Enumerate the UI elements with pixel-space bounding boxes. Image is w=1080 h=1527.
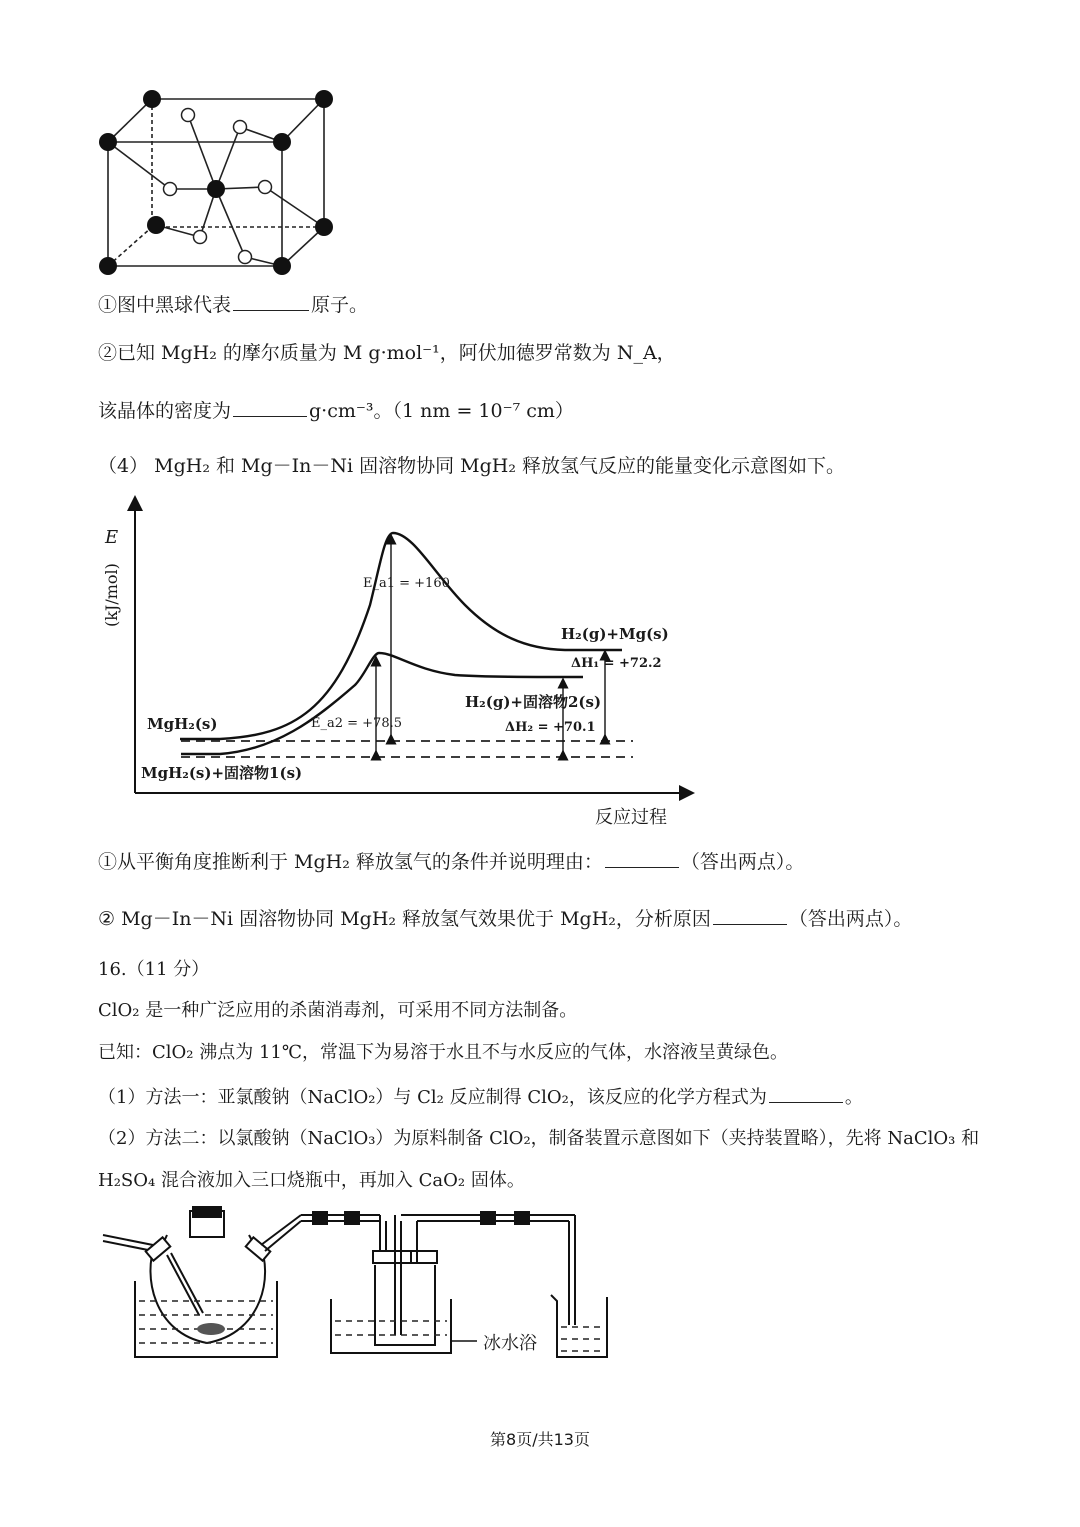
- q3-item2-line2: [98, 398, 574, 423]
- ice-bath-label: 冰水浴: [483, 1333, 537, 1354]
- q3-item1-pre: ①图中黑球代表: [98, 294, 232, 316]
- q4-sub1: [98, 849, 804, 874]
- q16-line3-pre: （1）方法一：亚氯酸钠（NaClO₂）与 Cl₂ 反应制得 ClO₂，该反应的化学方程式为: [98, 1087, 767, 1108]
- q16-line3-post: 。: [844, 1087, 863, 1108]
- answer-blank-5[interactable]: [769, 1084, 843, 1103]
- answer-blank-3[interactable]: [605, 849, 679, 868]
- q16-line4: （2）方法二：以氯酸钠（NaClO₃）为原料制备 ClO₂，制备装置示意图如下（夹持装置略），先将 NaClO₃ 和: [98, 1128, 980, 1149]
- q16-line2: 已知：ClO₂ 沸点为 11℃，常温下为易溶于水且不与水反应的气体，水溶液呈黄绿色。: [98, 1042, 788, 1063]
- q16-heading: 16.（11 分）: [98, 959, 210, 980]
- label-mgh2-solid: MgH₂(s)+固溶物1(s): [141, 764, 303, 782]
- q3-item2-line2-pre: 该晶体的密度为: [98, 400, 232, 422]
- apparatus-figure: [95, 1205, 625, 1375]
- label-mgh2: MgH₂(s): [147, 715, 218, 733]
- answer-blank-2[interactable]: [233, 398, 307, 417]
- y-axis-unit: (kJ/mol): [102, 563, 121, 627]
- label-products1: H₂(g)+Mg(s): [561, 625, 669, 643]
- energy-diagram: [95, 495, 705, 835]
- q4-intro: （4） MgH₂ 和 Mg－In－Ni 固溶物协同 MgH₂ 释放氢气反应的能量变化示意图如下。: [98, 455, 845, 477]
- answer-blank-4[interactable]: [713, 906, 787, 925]
- q3-item2-line2-post: g·cm⁻³。（1 nm = 10⁻⁷ cm）: [309, 400, 574, 422]
- answer-blank-1[interactable]: [233, 292, 309, 311]
- q4-sub2-pre: ② Mg－In－Ni 固溶物协同 MgH₂ 释放氢气效果优于 MgH₂，分析原因: [98, 908, 711, 930]
- q4-sub1-pre: ①从平衡角度推断利于 MgH₂ 释放氢气的条件并说明理由：: [98, 851, 603, 873]
- q4-sub2-post: （答出两点）。: [788, 908, 913, 930]
- dh1-label: ΔH₁ = +72.2: [571, 656, 662, 671]
- crystal-structure-figure: [90, 85, 350, 285]
- q3-item1: [98, 292, 368, 317]
- label-products2: H₂(g)+固溶物2(s): [465, 693, 602, 711]
- q16-line3: [98, 1084, 863, 1110]
- q3-item1-post: 原子。: [311, 294, 369, 316]
- page-number: 第8页/共13页: [490, 1430, 590, 1449]
- q3-item2-line1: ②已知 MgH₂ 的摩尔质量为 M g·mol⁻¹，阿伏加德罗常数为 N_A，: [98, 342, 676, 364]
- ea1-label: E_a1 = +160: [363, 576, 450, 591]
- q4-sub2: [98, 906, 912, 931]
- q4-sub1-post: （答出两点）。: [680, 851, 805, 873]
- dh2-label: ΔH₂ = +70.1: [505, 720, 596, 735]
- x-axis-label: 反应过程: [595, 807, 667, 828]
- y-axis-symbol: E: [105, 527, 119, 548]
- q16-line5: H₂SO₄ 混合液加入三口烧瓶中，再加入 CaO₂ 固体。: [98, 1170, 525, 1191]
- q16-line1: ClO₂ 是一种广泛应用的杀菌消毒剂，可采用不同方法制备。: [98, 1000, 578, 1021]
- ea2-label: E_a2 = +78.5: [311, 716, 403, 731]
